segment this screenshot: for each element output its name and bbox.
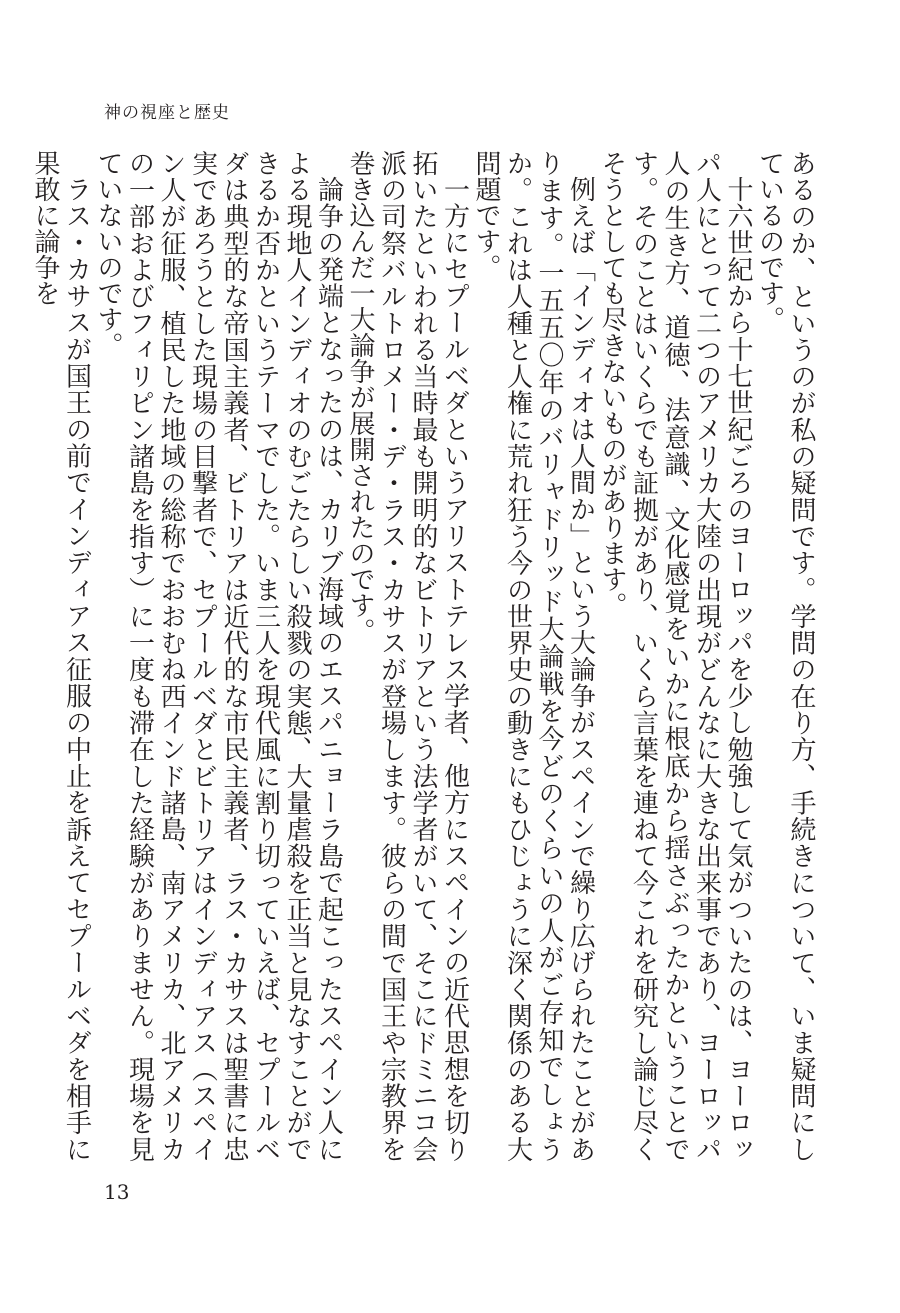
paragraph-4: 一方にセプールベダというアリストテレス学者、他方にスペインの近代思想を切り拓いたといわれる当時最も開明的なビトリアという法学者がいて、そこにドミニコ会派の司祭バルトロメー・デ・ラス・カサスが登場します。彼らの間で国王や宗教界を巻き込んだ一大論争が展開されたのです。	[345, 150, 470, 1162]
paragraph-5: 論争の発端となったのは、カリブ海域のエスパニョーラ島で起こったスペイン人による現地人インディオのむごたらしい殺戮の実態、大量虐殺を正当と見なすことができるか否かというテーマでした。いま三人を現代風に割り切っていえば、セプールベダは典型的な帝国主義者、ビトリアは近代的な市民主義者、ラス・カサスは聖書に忠実であろうとした現場の目撃者で、セプールベダとビトリアはインディアス（スペイン人が征服、植民した地域の総称でおおむね西インド諸島、南アメリカ、北アメリカの一部およびフィリピン諸島を指す）に一度も滞在した経験がありません。現場を見ていないのです。	[93, 150, 344, 1163]
vertical-body-text	[30, 150, 816, 1163]
running-head: 神の視座と歴史	[104, 103, 230, 123]
paragraph-1: あるのか、というのが私の疑問です。学問の在り方、手続きについて、いま疑問にしているのです。	[754, 150, 816, 1162]
paragraph-2: 十六世紀から十七世紀ごろのヨーロッパを少し勉強して気がついたのは、ヨーロッパ人にとって二つのアメリカ大陸の出現がどんなに大きな出来事であり、ヨーロッパ人の生き方、道徳、法意識、文化感覚をいかに根底から揺さぶったかということです。そのことはいくらでも証拠があり、いくら言葉を連ねて今これを研究し論じ尽くそうとしても尽きないものがあります。	[597, 150, 753, 1163]
paragraph-3: 例えば「インディオは人間か」という大論争がスペインで繰り広げられたことがあります。一五五〇年のバリャドリッド大論戦を今どのくらいの人がご存知でしょうか。これは人種と人権に荒れ狂う今の世界史の動きにもひじょうに深く関係のある大問題です。	[471, 150, 596, 1162]
page-number: 13	[104, 1180, 130, 1204]
paragraph-6: ラス・カサスが国王の前でインディアス征服の中止を訴えてセプールベダを相手に果敢に論争を	[30, 150, 92, 1162]
